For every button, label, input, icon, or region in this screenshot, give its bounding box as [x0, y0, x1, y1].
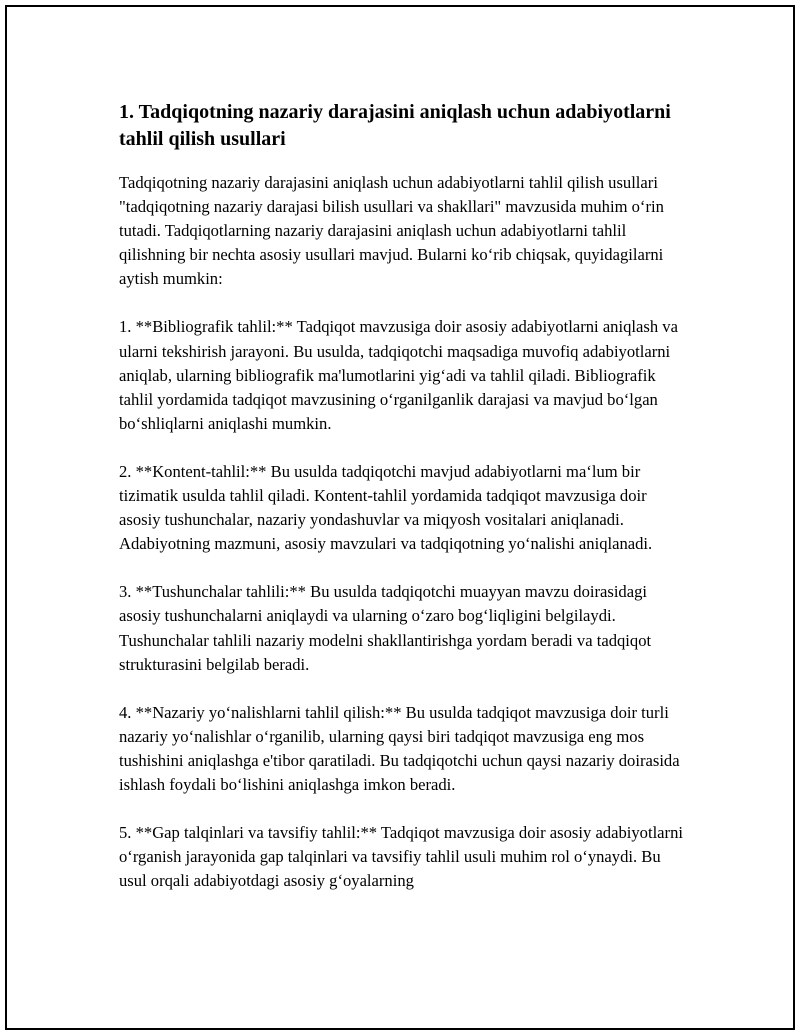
document-title: 1. Tadqiqotning nazariy darajasini aniqlash uchun adabiyotlarni tahlil qilish usullari: [119, 101, 671, 150]
method-concept-analysis-paragraph: 3. **Tushunchalar tahlili:** Bu usulda tadqiqotchi muayyan mavzu doirasidagi asosiy tushunchalarni aniqlaydi va ularning o‘zaro bog‘liqligini belgilaydi. Tushunchalar tahlili nazariy modelni shakllantirishga yordam beradi va tadqiqot strukturasini belgilab beradi.: [119, 582, 652, 674]
method-theoretical-directions-paragraph: 4. **Nazariy yo‘nalishlarni tahlil qilish:** Bu usulda tadqiqot mavzusiga doir turli nazariy yo‘nalishlar o‘rganilib, ularning qaysi biri tadqiqot mavzusiga eng mos tushishini aniqlashga e'tibor qaratiladi. Bu tadqiqotchi uchun qaysi nazariy doirasida ishlash foydali bo‘lishini aniqlashga imkon beradi.: [119, 702, 680, 794]
intro-paragraph: Tadqiqotning nazariy darajasini aniqlash uchun adabiyotlarni tahlil qilish usullari "tadqiqotning nazariy darajasi bilish usullari va shakllari" mavzusida muhim o‘rin tutadi. Tadqiqotlarning nazariy darajasini aniqlash uchun adabiyotlarni tahlil qilishning bir nechta asosiy usullari mavjud. Bularni ko‘rib chiqsak, quyidagilarni aytish mumkin:: [119, 173, 664, 289]
method-content-analysis-paragraph: 2. **Kontent-tahlil:** Bu usulda tadqiqotchi mavjud adabiyotlarni ma‘lum bir tizimatik usulda tahlil qiladi. Kontent-tahlil yordamida tadqiqot mavzusiga doir asosiy tushunchalar, nazariy yondashuvlar va miqyosh vositalari aniqlanadi. Adabiyotning mazmuni, asosiy mavzulari va tadqiqotning yo‘nalishi aniqlanadi.: [119, 461, 653, 554]
method-bibliographic-paragraph: 1. **Bibliografik tahlil:** Tadqiqot mavzusiga doir asosiy adabiyotlarni aniqlash va ularni tekshirish jarayoni. Bu usulda, tadqiqotchi maqsadiga muvofiq adabiyotlarni aniqlab, ularning bibliografik ma'lumotlarini yig‘adi va tahlil qiladi. Bibliografik tahlil yordamida tadqiqot mavzusining o‘rganilganlik darajasi va mavjud bo‘lgan bo‘shliqlarni aniqlashi mumkin.: [119, 317, 678, 433]
document-body: [119, 99, 687, 917]
method-descriptive-analysis-paragraph: 5. **Gap talqinlari va tavsifiy tahlil:** Tadqiqot mavzusiga doir asosiy adabiyotlarni o‘rganish jarayonida gap talqinlari va tavsifiy tahlil usuli muhim rol o‘ynaydi. Bu usul orqali adabiyotdagi asosiy g‘oyalarning: [119, 823, 683, 891]
page-frame: [5, 5, 795, 1030]
